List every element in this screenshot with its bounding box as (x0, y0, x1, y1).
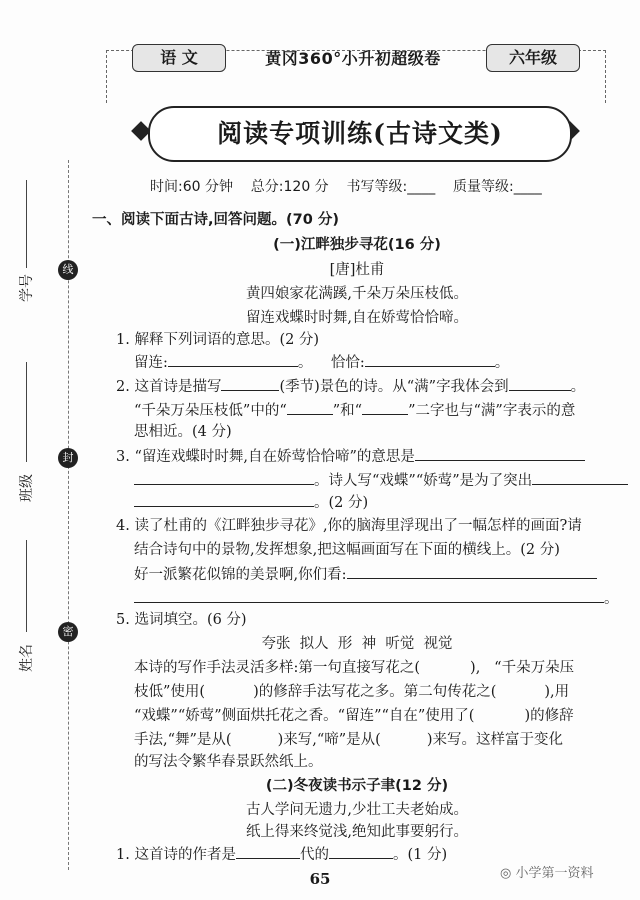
q4-line2: 结合诗句中的景物,发挥想象,把这幅画面写在下面的横线上。(2 分) (134, 542, 560, 558)
q2-blank-season[interactable] (221, 376, 279, 391)
wechat-icon: ◎ (500, 866, 512, 881)
poem1-author: [唐]杜甫 (329, 262, 385, 278)
q5-line3: “戏蝶”“娇莺”侧面烘托花之香。“留连”“自在”使用了( )的修辞 (134, 708, 574, 724)
poem1-title: (一)江畔独步寻花(16 分) (273, 237, 441, 253)
q6-line: 1. 这首诗的作者是 代的 。(1 分) (116, 844, 447, 865)
q3-line2: 。诗人写“戏蝶”“娇莺”是为了突出 (134, 470, 628, 491)
q2-blank-feel[interactable] (509, 376, 571, 391)
q3-blank-highlight[interactable] (532, 470, 628, 485)
q6-blank-dynasty[interactable] (329, 844, 393, 859)
q1-blank-a[interactable] (168, 352, 298, 367)
poem2-title: (二)冬夜读书示子聿(12 分) (265, 778, 449, 794)
q3-line3: 。(2 分) (134, 492, 368, 513)
q4-line1: 4. 读了杜甫的《江畔独步寻花》,你的脑海里浮现出了一幅怎样的画面?请 (116, 518, 582, 534)
student-id-blank (26, 180, 27, 268)
poem2-line1: 古人学问无遗力,少壮工夫老始成。 (245, 802, 469, 818)
q4-line4: 。 (134, 588, 619, 609)
writing-grade: 书写等级:____ (346, 179, 436, 195)
page-title: 阅读专项训练(古诗文类) (148, 106, 572, 162)
q2-blank-word1[interactable] (287, 400, 333, 415)
q5-prompt: 5. 选词填空。(6 分) (116, 612, 247, 628)
class-label: 班级 (19, 474, 35, 502)
watermark: ◎ 小学第一资料 (500, 866, 594, 881)
name-label: 姓名 (19, 644, 35, 672)
q4-line3: 好一派繁花似锦的美景啊,你们看: (134, 564, 597, 585)
q2-line3: 思相近。(4 分) (134, 424, 232, 440)
q5-line4: 手法,“舞”是从( )来写,“啼”是从( )来写。这样富于变化 (134, 732, 563, 748)
student-id-label: 学号 (19, 274, 35, 302)
q4-blank-1[interactable] (347, 564, 597, 579)
grade-badge: 六年级 (486, 44, 580, 72)
q2-line1: 2. 这首诗是描写 (季节)景色的诗。从“满”字我体会到 。 (116, 376, 585, 397)
poem2-line2: 纸上得来终觉浅,绝知此事要躬行。 (245, 824, 469, 840)
poem1-line1: 黄四娘家花满蹊,千朵万朵压枝低。 (245, 286, 469, 302)
q5-options: 夸张 拟人 形 神 听觉 视觉 (261, 636, 453, 652)
subject-badge: 语 文 (132, 44, 226, 72)
q1-blank-b[interactable] (365, 352, 495, 367)
q3-blank-meaning-cont[interactable] (134, 470, 314, 485)
q5-line1: 本诗的写作手法灵活多样:第一句直接写花之( ), “千朵万朵压 (134, 660, 575, 676)
q2-blank-word2[interactable] (362, 400, 408, 415)
q3-blank-meaning[interactable] (415, 446, 585, 461)
seal-mark-line: 线 (58, 260, 78, 280)
time-info: 时间:60 分钟 (150, 179, 233, 195)
q4-blank-2[interactable] (134, 588, 604, 603)
score-info: 总分:120 分 (250, 179, 329, 195)
series-title: 黄冈360°小升初超级卷 (265, 49, 441, 68)
seal-mark-mi: 密 (58, 622, 78, 642)
section-heading: 一、阅读下面古诗,回答问题。(70 分) (92, 212, 339, 228)
poem1-line2: 留连戏蝶时时舞,自在娇莺恰恰啼。 (245, 310, 469, 326)
q3-blank-highlight-cont[interactable] (134, 492, 314, 507)
exam-meta (150, 176, 542, 196)
q1-prompt: 1. 解释下列词语的意思。(2 分) (116, 332, 320, 348)
class-blank (26, 362, 27, 462)
q2-line2: “千朵万朵压枝低”中的“ ”和“ ”二字也与“满”字表示的意 (134, 400, 575, 421)
quality-grade: 质量等级:____ (453, 179, 542, 195)
q6-blank-author[interactable] (236, 844, 300, 859)
page-number: 65 (309, 870, 331, 888)
q5-line2: 枝低”使用( )的修辞手法写花之多。第二句传花之( ),用 (134, 684, 570, 700)
q3-line1: 3. “留连戏蝶时时舞,自在娇莺恰恰啼”的意思是 (116, 446, 585, 467)
q5-line5: 的写法令繁华春景跃然纸上。 (134, 754, 323, 770)
seal-mark-seal: 封 (58, 448, 78, 468)
q1-answers: 留连: 。 恰恰: 。 (134, 352, 509, 373)
name-blank (26, 540, 27, 632)
